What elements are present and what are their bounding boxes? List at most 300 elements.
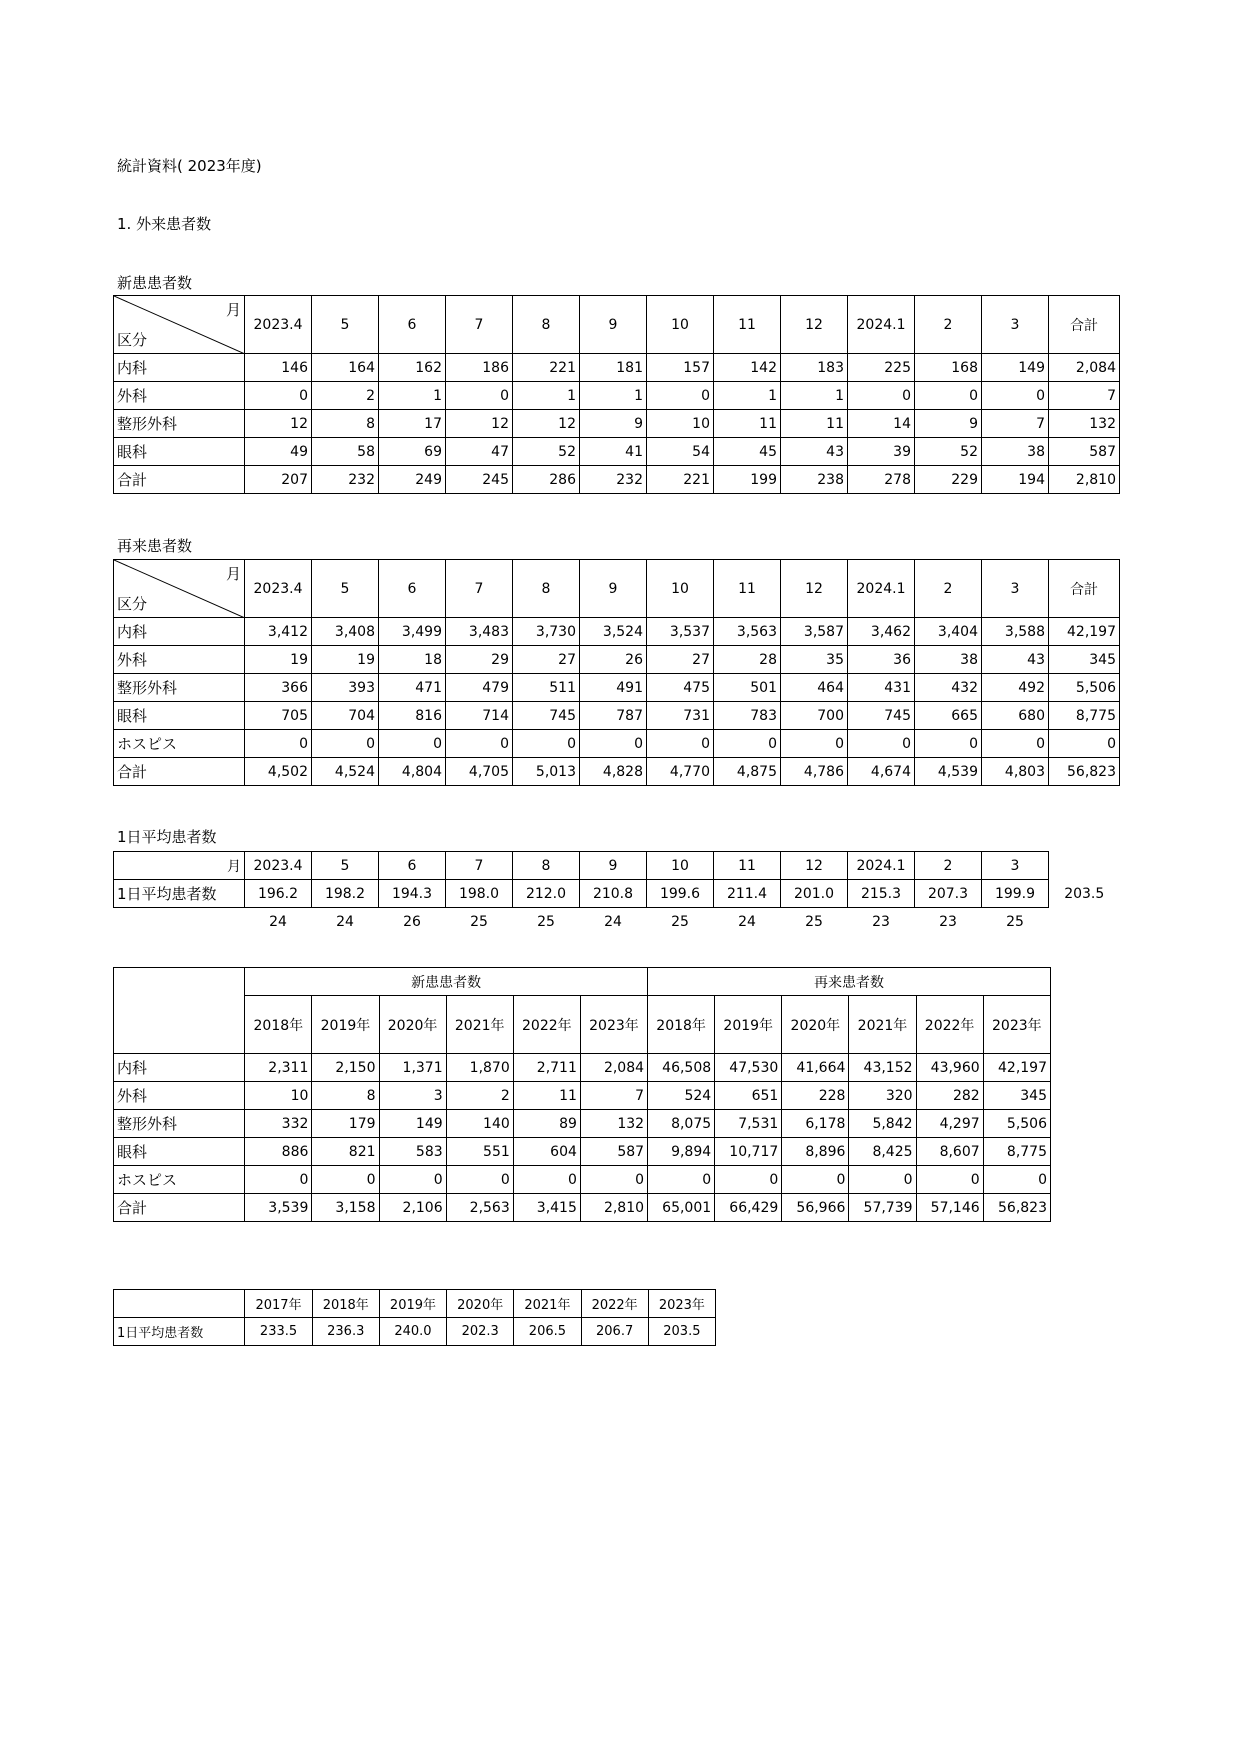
value-cell: 56,966 xyxy=(782,1194,849,1222)
row-label: 合計 xyxy=(114,466,245,494)
value-cell: 393 xyxy=(312,674,379,702)
value-cell: 10,717 xyxy=(715,1138,782,1166)
table-row xyxy=(114,1166,1051,1194)
value-cell: 211.4 xyxy=(714,880,781,908)
value-cell: 366 xyxy=(245,674,312,702)
value-cell: 202.3 xyxy=(447,1318,514,1346)
table-row xyxy=(114,1110,1051,1138)
value-cell: 6,178 xyxy=(782,1110,849,1138)
table-row xyxy=(114,618,1120,646)
value-cell: 587 xyxy=(580,1138,647,1166)
year-header: 2020年 xyxy=(782,996,849,1054)
value-cell: 12 xyxy=(245,410,312,438)
header-row xyxy=(114,852,1120,880)
value-cell: 0 xyxy=(848,730,915,758)
value-cell: 0 xyxy=(647,382,714,410)
value-cell: 19 xyxy=(312,646,379,674)
value-cell: 47,530 xyxy=(715,1054,782,1082)
value-cell: 2,311 xyxy=(245,1054,312,1082)
new-patients-table xyxy=(113,295,1120,494)
value-cell: 0 xyxy=(781,730,848,758)
value-cell: 0 xyxy=(379,1166,446,1194)
value-cell: 3,158 xyxy=(312,1194,379,1222)
month-header: 2023.4 xyxy=(245,296,312,354)
month-header: 7 xyxy=(446,296,513,354)
value-cell: 45 xyxy=(714,438,781,466)
value-cell: 162 xyxy=(379,354,446,382)
group-header-return: 再来患者数 xyxy=(648,968,1051,996)
value-cell: 479 xyxy=(446,674,513,702)
year-header: 2020年 xyxy=(447,1290,514,1318)
days-cell: 25 xyxy=(537,913,555,930)
value-cell: 164 xyxy=(312,354,379,382)
value-cell: 745 xyxy=(848,702,915,730)
table-row xyxy=(114,646,1120,674)
value-cell: 181 xyxy=(580,354,647,382)
row-label: 整形外科 xyxy=(114,674,245,702)
value-cell: 27 xyxy=(647,646,714,674)
value-cell: 4,297 xyxy=(916,1110,983,1138)
value-cell: 8 xyxy=(312,410,379,438)
row-label: 外科 xyxy=(114,1082,245,1110)
value-cell: 651 xyxy=(715,1082,782,1110)
value-cell: 0 xyxy=(446,1166,513,1194)
value-cell: 345 xyxy=(1049,646,1120,674)
empty-cell xyxy=(1049,852,1120,880)
value-cell: 731 xyxy=(647,702,714,730)
value-cell: 215.3 xyxy=(848,880,915,908)
row-label: 整形外科 xyxy=(114,410,245,438)
month-header: 12 xyxy=(781,296,848,354)
value-cell: 42,197 xyxy=(1049,618,1120,646)
value-cell: 3,537 xyxy=(647,618,714,646)
month-header: 3 xyxy=(982,560,1049,618)
value-cell: 221 xyxy=(513,354,580,382)
value-cell: 0 xyxy=(446,730,513,758)
year-header: 2021年 xyxy=(446,996,513,1054)
value-cell: 0 xyxy=(982,382,1049,410)
daily-avg-table xyxy=(113,851,1120,936)
month-header: 2023.4 xyxy=(245,852,312,880)
value-cell: 194 xyxy=(982,466,1049,494)
value-cell: 0 xyxy=(782,1166,849,1194)
value-cell: 207.3 xyxy=(915,880,982,908)
month-header: 2 xyxy=(915,560,982,618)
value-cell: 65,001 xyxy=(648,1194,715,1222)
days-cell: 25 xyxy=(671,913,689,930)
value-cell: 35 xyxy=(781,646,848,674)
month-header: 11 xyxy=(714,296,781,354)
year-header-row xyxy=(114,996,1051,1054)
value-cell: 4,803 xyxy=(982,758,1049,786)
value-cell: 3,539 xyxy=(245,1194,312,1222)
header-row xyxy=(114,560,1120,618)
value-cell: 43,960 xyxy=(916,1054,983,1082)
value-cell: 3,483 xyxy=(446,618,513,646)
value-cell: 199.9 xyxy=(982,880,1049,908)
days-cell: 25 xyxy=(470,913,488,930)
yearly-avg-table xyxy=(113,1289,716,1346)
value-cell: 206.7 xyxy=(581,1318,648,1346)
overall-average: 203.5 xyxy=(1064,885,1105,902)
value-cell: 816 xyxy=(379,702,446,730)
value-cell: 186 xyxy=(446,354,513,382)
value-cell: 9,894 xyxy=(648,1138,715,1166)
value-cell: 282 xyxy=(916,1082,983,1110)
value-cell: 8,607 xyxy=(916,1138,983,1166)
value-cell: 5,842 xyxy=(849,1110,916,1138)
days-cell: 24 xyxy=(604,913,622,930)
value-cell: 3,404 xyxy=(915,618,982,646)
year-header: 2022年 xyxy=(916,996,983,1054)
value-cell: 2,106 xyxy=(379,1194,446,1222)
days-row xyxy=(114,908,1120,936)
month-header: 10 xyxy=(647,560,714,618)
value-cell: 58 xyxy=(312,438,379,466)
year-header: 2022年 xyxy=(581,1290,648,1318)
value-cell: 4,502 xyxy=(245,758,312,786)
value-cell: 4,705 xyxy=(446,758,513,786)
year-header: 2018年 xyxy=(245,996,312,1054)
value-cell: 0 xyxy=(312,730,379,758)
value-cell: 232 xyxy=(580,466,647,494)
value-cell: 5,506 xyxy=(1049,674,1120,702)
value-cell: 52 xyxy=(513,438,580,466)
value-cell: 0 xyxy=(379,730,446,758)
value-cell: 199 xyxy=(714,466,781,494)
value-cell: 3,730 xyxy=(513,618,580,646)
year-header: 2019年 xyxy=(312,996,379,1054)
value-cell: 8,896 xyxy=(782,1138,849,1166)
days-cell: 25 xyxy=(1006,913,1024,930)
month-header: 2023.4 xyxy=(245,560,312,618)
header-row xyxy=(114,1290,716,1318)
value-cell: 704 xyxy=(312,702,379,730)
month-header: 9 xyxy=(580,560,647,618)
year-header: 2017年 xyxy=(245,1290,312,1318)
month-header: 12 xyxy=(781,560,848,618)
value-cell: 5,506 xyxy=(983,1110,1050,1138)
table-row xyxy=(114,354,1120,382)
month-header: 2 xyxy=(915,296,982,354)
value-cell: 745 xyxy=(513,702,580,730)
year-header: 2018年 xyxy=(312,1290,379,1318)
value-cell: 1 xyxy=(513,382,580,410)
return-patients-table xyxy=(113,559,1120,786)
value-cell: 3,412 xyxy=(245,618,312,646)
value-cell: 12 xyxy=(513,410,580,438)
month-header: 8 xyxy=(513,560,580,618)
value-cell: 2 xyxy=(446,1082,513,1110)
value-cell: 0 xyxy=(513,1166,580,1194)
value-cell: 0 xyxy=(1049,730,1120,758)
empty-cell xyxy=(114,908,245,936)
row-label: 合計 xyxy=(114,1194,245,1222)
month-header: 8 xyxy=(513,852,580,880)
month-header: 12 xyxy=(781,852,848,880)
value-cell: 38 xyxy=(915,646,982,674)
value-cell: 27 xyxy=(513,646,580,674)
value-cell: 604 xyxy=(513,1138,580,1166)
value-cell: 28 xyxy=(714,646,781,674)
month-header: 2024.1 xyxy=(848,852,915,880)
value-cell: 4,524 xyxy=(312,758,379,786)
month-header: 11 xyxy=(714,560,781,618)
month-header: 9 xyxy=(580,852,647,880)
month-header: 3 xyxy=(982,852,1049,880)
value-cell: 8 xyxy=(312,1082,379,1110)
value-cell: 9 xyxy=(580,410,647,438)
row-label: 眼科 xyxy=(114,1138,245,1166)
value-cell: 149 xyxy=(379,1110,446,1138)
group-header-new: 新患患者数 xyxy=(245,968,648,996)
value-cell: 18 xyxy=(379,646,446,674)
month-header: 2024.1 xyxy=(848,296,915,354)
month-header-label: 月 xyxy=(114,852,245,880)
year-header: 2020年 xyxy=(379,996,446,1054)
value-cell: 146 xyxy=(245,354,312,382)
table-row xyxy=(114,758,1120,786)
value-cell: 17 xyxy=(379,410,446,438)
days-cell: 24 xyxy=(336,913,354,930)
value-cell: 194.3 xyxy=(379,880,446,908)
days-cell: 23 xyxy=(872,913,890,930)
value-cell: 12 xyxy=(446,410,513,438)
value-cell: 2,810 xyxy=(580,1194,647,1222)
value-cell: 149 xyxy=(982,354,1049,382)
value-cell: 464 xyxy=(781,674,848,702)
value-cell: 183 xyxy=(781,354,848,382)
corner-cell xyxy=(114,968,245,1054)
value-cell: 236.3 xyxy=(312,1318,379,1346)
month-header: 5 xyxy=(312,852,379,880)
value-cell: 345 xyxy=(983,1082,1050,1110)
doc-title: 統計資料( 2023年度) xyxy=(117,157,262,175)
value-cell: 587 xyxy=(1049,438,1120,466)
value-cell: 228 xyxy=(782,1082,849,1110)
value-cell: 52 xyxy=(915,438,982,466)
row-label: 眼科 xyxy=(114,702,245,730)
value-cell: 11 xyxy=(781,410,848,438)
row-label: 外科 xyxy=(114,646,245,674)
value-cell: 1,371 xyxy=(379,1054,446,1082)
return-patients-title: 再来患者数 xyxy=(117,537,193,555)
value-cell: 0 xyxy=(982,730,1049,758)
value-cell: 2,711 xyxy=(513,1054,580,1082)
empty-cell xyxy=(1049,908,1120,936)
table-row xyxy=(114,438,1120,466)
table-row xyxy=(114,382,1120,410)
group-header-row xyxy=(114,968,1051,996)
value-cell: 203.5 xyxy=(648,1318,715,1346)
value-cell: 286 xyxy=(513,466,580,494)
days-cell: 23 xyxy=(939,913,957,930)
value-cell: 198.0 xyxy=(446,880,513,908)
header-row xyxy=(114,296,1120,354)
value-cell: 0 xyxy=(648,1166,715,1194)
value-cell: 320 xyxy=(849,1082,916,1110)
table-row xyxy=(114,410,1120,438)
table-row xyxy=(114,674,1120,702)
value-cell: 1 xyxy=(379,382,446,410)
month-header: 7 xyxy=(446,560,513,618)
days-cell: 25 xyxy=(805,913,823,930)
daily-avg-title: 1日平均患者数 xyxy=(117,828,217,846)
value-cell: 524 xyxy=(648,1082,715,1110)
value-cell: 249 xyxy=(379,466,446,494)
value-cell: 3,408 xyxy=(312,618,379,646)
value-cell: 8,775 xyxy=(983,1138,1050,1166)
value-cell: 2 xyxy=(312,382,379,410)
value-cell: 471 xyxy=(379,674,446,702)
value-cell: 583 xyxy=(379,1138,446,1166)
value-cell: 232 xyxy=(312,466,379,494)
value-cell: 886 xyxy=(245,1138,312,1166)
year-header: 2023年 xyxy=(648,1290,715,1318)
value-cell: 714 xyxy=(446,702,513,730)
value-cell: 69 xyxy=(379,438,446,466)
year-header: 2019年 xyxy=(379,1290,446,1318)
value-cell: 210.8 xyxy=(580,880,647,908)
value-cell: 7 xyxy=(1049,382,1120,410)
value-cell: 26 xyxy=(580,646,647,674)
value-cell: 3,462 xyxy=(848,618,915,646)
value-cell: 240.0 xyxy=(379,1318,446,1346)
value-cell: 332 xyxy=(245,1110,312,1138)
value-cell: 207 xyxy=(245,466,312,494)
value-cell: 475 xyxy=(647,674,714,702)
value-cell: 1,870 xyxy=(446,1054,513,1082)
value-cell: 0 xyxy=(915,730,982,758)
month-header: 3 xyxy=(982,296,1049,354)
value-cell: 8,775 xyxy=(1049,702,1120,730)
days-cell: 24 xyxy=(738,913,756,930)
value-cell: 132 xyxy=(580,1110,647,1138)
value-cell: 787 xyxy=(580,702,647,730)
table-row xyxy=(114,466,1120,494)
value-cell: 238 xyxy=(781,466,848,494)
value-cell: 4,539 xyxy=(915,758,982,786)
value-cell: 0 xyxy=(245,730,312,758)
value-cell: 432 xyxy=(915,674,982,702)
value-cell: 4,828 xyxy=(580,758,647,786)
table-row xyxy=(114,1318,716,1346)
value-cell: 199.6 xyxy=(647,880,714,908)
corner-header-cell xyxy=(114,560,245,618)
row-label: ホスピス xyxy=(114,1166,245,1194)
value-cell: 783 xyxy=(714,702,781,730)
month-header: 2024.1 xyxy=(848,560,915,618)
value-cell: 54 xyxy=(647,438,714,466)
table-row xyxy=(114,1054,1051,1082)
value-cell: 705 xyxy=(245,702,312,730)
value-cell: 0 xyxy=(714,730,781,758)
value-cell: 47 xyxy=(446,438,513,466)
row-label: 1日平均患者数 xyxy=(114,1318,245,1346)
value-cell: 0 xyxy=(848,382,915,410)
value-cell: 43 xyxy=(781,438,848,466)
value-cell: 4,786 xyxy=(781,758,848,786)
value-cell: 4,674 xyxy=(848,758,915,786)
value-cell: 43,152 xyxy=(849,1054,916,1082)
corner-month-label: 月 xyxy=(225,565,241,583)
value-cell: 0 xyxy=(513,730,580,758)
section-title: 1. 外来患者数 xyxy=(117,215,212,233)
row-label: 1日平均患者数 xyxy=(114,880,245,908)
days-cell: 24 xyxy=(269,913,287,930)
table-row xyxy=(114,1194,1051,1222)
value-cell: 7,531 xyxy=(715,1110,782,1138)
value-cell: 9 xyxy=(915,410,982,438)
value-cell: 41 xyxy=(580,438,647,466)
value-cell: 42,197 xyxy=(983,1054,1050,1082)
month-header: 8 xyxy=(513,296,580,354)
value-cell: 212.0 xyxy=(513,880,580,908)
value-cell: 278 xyxy=(848,466,915,494)
value-cell: 233.5 xyxy=(245,1318,312,1346)
month-header: 5 xyxy=(312,296,379,354)
value-cell: 19 xyxy=(245,646,312,674)
row-label: 合計 xyxy=(114,758,245,786)
value-cell: 491 xyxy=(580,674,647,702)
row-label: 内科 xyxy=(114,618,245,646)
value-cell: 431 xyxy=(848,674,915,702)
value-cell: 680 xyxy=(982,702,1049,730)
row-label: 整形外科 xyxy=(114,1110,245,1138)
value-cell: 4,804 xyxy=(379,758,446,786)
year-header: 2021年 xyxy=(514,1290,581,1318)
value-cell: 57,146 xyxy=(916,1194,983,1222)
value-cell: 89 xyxy=(513,1110,580,1138)
value-cell: 0 xyxy=(916,1166,983,1194)
month-header: 10 xyxy=(647,296,714,354)
value-cell: 3,415 xyxy=(513,1194,580,1222)
corner-header-cell xyxy=(114,296,245,354)
value-cell: 8,425 xyxy=(849,1138,916,1166)
value-cell: 11 xyxy=(513,1082,580,1110)
value-cell: 49 xyxy=(245,438,312,466)
month-header: 7 xyxy=(446,852,513,880)
month-header: 6 xyxy=(379,852,446,880)
value-cell: 245 xyxy=(446,466,513,494)
value-cell: 821 xyxy=(312,1138,379,1166)
yearly-table xyxy=(113,967,1051,1222)
month-header: 2 xyxy=(915,852,982,880)
table-row xyxy=(114,1138,1051,1166)
new-patients-title: 新患患者数 xyxy=(117,274,193,292)
value-cell: 2,563 xyxy=(446,1194,513,1222)
row-label: 内科 xyxy=(114,1054,245,1082)
month-header: 5 xyxy=(312,560,379,618)
value-cell: 140 xyxy=(446,1110,513,1138)
year-header: 2019年 xyxy=(715,996,782,1054)
value-cell: 38 xyxy=(982,438,1049,466)
value-cell: 201.0 xyxy=(781,880,848,908)
value-cell: 225 xyxy=(848,354,915,382)
row-label: 内科 xyxy=(114,354,245,382)
value-cell: 2,150 xyxy=(312,1054,379,1082)
table-row xyxy=(114,702,1120,730)
value-cell: 14 xyxy=(848,410,915,438)
value-cell: 0 xyxy=(915,382,982,410)
value-cell: 7 xyxy=(982,410,1049,438)
value-cell: 0 xyxy=(580,730,647,758)
value-cell: 501 xyxy=(714,674,781,702)
value-cell: 665 xyxy=(915,702,982,730)
value-cell: 0 xyxy=(245,382,312,410)
row-label: 眼科 xyxy=(114,438,245,466)
corner-category-label: 区分 xyxy=(117,331,148,349)
